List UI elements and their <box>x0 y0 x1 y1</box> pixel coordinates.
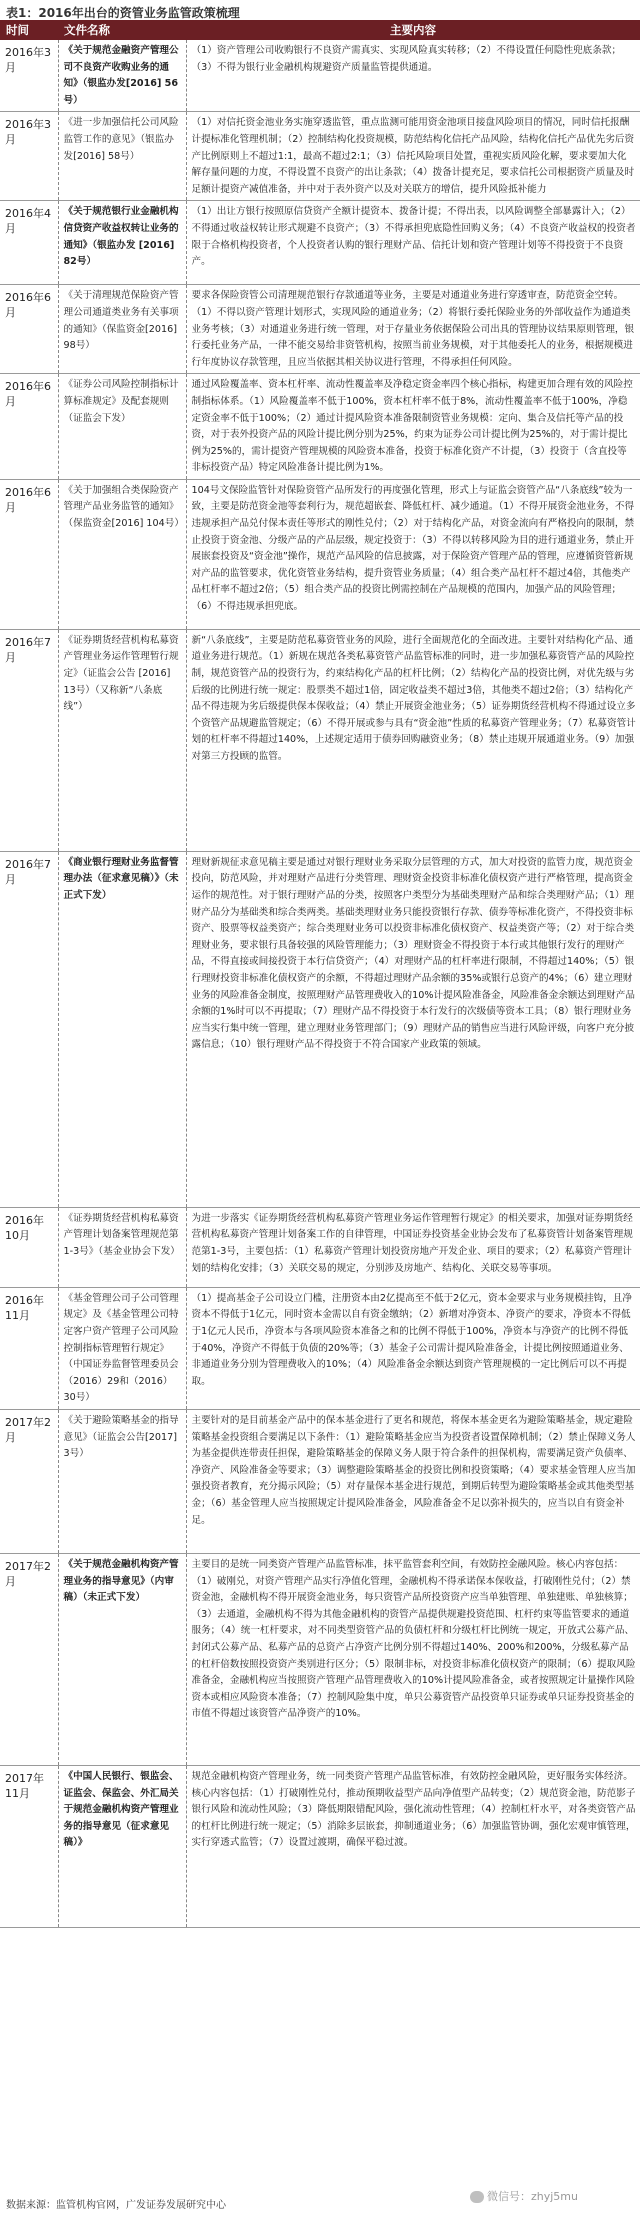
row-time: 2017年2月 <box>0 1554 58 1766</box>
row-content: （1）提高基金子公司设立门槛，注册资本由2亿提高至不低于2亿元，资本金要求与业务规模挂钩，且净资本不得低于1亿元，同时资本金需以自有资金缴纳；（2）新增对净资本、净资产的要求，净资本不得低于1亿元人民币，净资本与各项风险资本准备之和的比例不得低于100%，净资本与净资产的比例不得低于40%，净资产不得低于负债的20%等；（3）基金子公司需计提风险准备金，计提比例按照通道业务、非通道业务分别为管理费收入的10%；（4）风险准备金余额达到资产管理规模的一定比例后可以不再提取。 <box>186 1287 640 1409</box>
row-content: （1）资产管理公司收购银行不良资产需真实、实现风险真实转移；（2）不得设置任何隐性兜底条款；（3）不得为银行业金融机构规避资产质量监管提供通道。 <box>186 40 640 112</box>
table-row <box>0 40 640 112</box>
watermark <box>470 2188 578 2204</box>
header-time: 时间 <box>0 20 58 40</box>
document-title: 《证券期货经营机构私募资产管理计划备案管理规范第1-3号》（基金业协会下发） <box>63 1212 180 1258</box>
row-content: 主要针对的是目前基金产品中的保本基金进行了更名和规范，将保本基金更名为避险策略基金，规定避险策略基金投资组合要满足以下条件：（1）避险策略基金应当为投资者设置保障机制；（2）禁止保障义务人为基金提供连带责任担保，避险策略基金的保障义务人限于符合条件的担保机构，需要满足资产负债率、净资产、风险准备金等要求；（3）调整避险策略基金的投资比例和投资策略；（4）要求基金管理人应当加强投资者教育，充分揭示风险；（5）对存量保本基金进行规范，到期后转型为避险策略基金或其他类型基金；（6）基金管理人应当按照规定计提风险准备金，风险准备金不足以弥补损失的，应当以自有资金补足。 <box>186 1410 640 1554</box>
table-row <box>0 1287 640 1409</box>
document-title-bold: 《关于规范金融机构资产管理业务的指导意见》（内审稿）（未正式下发） <box>63 1559 179 1604</box>
table-row <box>0 112 640 201</box>
row-time: 2017年2月 <box>0 1410 58 1554</box>
document-title: 《证券期货经营机构私募资产管理业务运作管理暂行规定》（证监会公告 [2016] 13号）（又称新“八条底线”） <box>63 634 179 713</box>
row-content: 104号文保险监管针对保险资管产品所发行的再度强化管理，形式上与证监会资管产品“八条底线”较为一致，主要是防范资金池等套利行为，规范超嵌套、降低杠杆、减少通道。（1）不得开展资金池业务，不得违规承担产品兑付保本责任等形式的刚性兑付；（2）对于结构化产品，对资金流向有严格投向的限制，禁止投资于资金池、分级产品的产品层级，规定投资于：（3）不得以转移风险为目的进行通道业务，禁止开展嵌套投资及“资金池”操作，规范产品风险的信息披露，对于保险资产管理产品的管理，应遵循资管新规对产品的监管要求，优化资管业务结构，提升资管业务质量；（4）组合类产品杠杆不超过4倍，其他类产品杠杆率不超过2倍；（5）组合类产品的投资比例需控制在产品规模的范围内，加强产品的风险管理；（6）不得违规承担兜底。 <box>186 479 640 629</box>
table-header-row <box>0 20 640 40</box>
row-document <box>58 112 186 201</box>
header-doc: 文件名称 <box>58 20 186 40</box>
row-time: 2016年6月 <box>0 285 58 374</box>
row-content: 为进一步落实《证券期货经营机构私募资产管理业务运作管理暂行规定》的相关要求，加强对证券期货经营机构私募资产管理计划备案工作的自律管理，中国证券投资基金业协会发布了私募资管计划备案管理规范第1-3号，主要包括：（1）私募资产管理计划投资房地产开发企业、项目的要求；（2）私募资产管理计划的结构化安排；（3）关联交易的规定，分别涉及房地产、结构化、关联交易等事项。 <box>186 1207 640 1287</box>
source-note: 数据来源：监管机构官网，广发证券发展研究中心 <box>6 2200 226 2211</box>
row-content: 要求各保险资管公司清理规范银行存款通道等业务，主要是对通道业务进行穿透审查，防范资金空转。（1）不得以资产管理计划形式，实现风险的通道业务；（2）将银行委托保险业务的外部收益作为通道类业务考核；（3）对通道业务进行统一管理，对于存量业务依据保险公司出具的管理协议结果原则管理，银行委托业务产品，一律不能交易给非资管机构，按照当前业务规模，对于其他委托人的业务，根据规模进行年度协议存款管理，且应当依据其相关协议进行管理，不得承担任何风险。 <box>186 285 640 374</box>
row-document <box>58 201 186 285</box>
row-time: 2016年6月 <box>0 374 58 480</box>
header-content: 主要内容 <box>186 20 640 40</box>
row-time: 2016年4月 <box>0 201 58 285</box>
row-document <box>58 1766 186 1928</box>
row-document <box>58 40 186 112</box>
table-row <box>0 851 640 1207</box>
row-content: 新“八条底线”，主要是防范私募资管业务的风险，进行全面规范化的全面改进。主要针对结构化产品、通道业务进行规范。（1）新规在规范各类私募资管产品监管标准的同时，进一步加强私募资管产品的风险控制，规范资管产品的投资行为，约束结构化产品的杠杆比例；（2）结构化产品的投资比例，对优先级与劣后级的比例进行统一规定：股票类不超过1倍，固定收益类不超过3倍，其他类不超过2倍；（3）结构化产品不得违规为劣后级提供保本保收益；（4）禁止开展资金池业务；（5）证券期货经营机构不得通过设立多个资管产品规避监管规定；（6）不得开展或参与具有“资金池”性质的私募资产管理业务；（7）私募资管计划的杠杆率不得超过140%，上述规定适用于债券回购融资业务；（8）禁止违规开展通道业务。（9）加强对第三方投顾的监管。 <box>186 629 640 851</box>
row-content: 理财新规征求意见稿主要是通过对银行理财业务采取分层管理的方式，加大对投资的监管力度，规范资金投向，防范风险，并对理财产品进行分类管理、理财资金投资非标准化债权资产进行严格管理，提高资金运作的规范性。对于银行理财产品的分类，按照客户类型分为基础类理财产品和综合类理财产品；（1）理财产品分为基础类和综合类两类。基础类理财业务只能投资银行存款、债券等标准化资产，不得投资非标资产、股票等权益类资产；综合类理财业务可以投资非标准化债权资产、权益类资产等；（2）对于综合类理财业务，要求银行具备较强的风险管理能力；（3）理财资金不得投资于本行或其他银行发行的理财产品，不得直接或间接投资于本行信贷资产；（4）对理财产品的杠杆率进行限制，不得超过140%；（5）银行理财投资非标准化债权资产的余额，不得超过理财产品余额的35%或银行总资产的4%；（6）建立理财业务的风险准备金制度，按照理财产品管理费收入的10%计提风险准备金，风险准备金余额达到理财产品余额的1%时可以不再提取；（7）理财产品不得投资于本行发行的次级债等资本工具；（8）银行理财业务应当实行集中统一管理，建立理财业务管理部门；（9）理财产品的销售应当进行风险评级，向客户充分披露信息；（10）银行理财产品不得投资于不符合国家产业政策的领域。 <box>186 851 640 1207</box>
row-time: 2016年6月 <box>0 479 58 629</box>
row-time: 2017年11月 <box>0 1766 58 1928</box>
document-title-bold: 《关于规范金融资产管理公司不良资产收购业务的通知》（银监办发[2016] 56号） <box>63 45 179 106</box>
table-row <box>0 629 640 851</box>
row-document <box>58 1287 186 1409</box>
row-time: 2016年3月 <box>0 40 58 112</box>
table-row <box>0 1766 640 1928</box>
document-title: 《关于避险策略基金的指导意见》（证监会公告[2017] 3号） <box>63 1415 179 1460</box>
table-row <box>0 374 640 480</box>
row-time: 2016年7月 <box>0 629 58 851</box>
document-title-bold: 《商业银行理财业务监督管理办法（征求意见稿）》（未正式下发） <box>63 856 179 902</box>
row-time: 2016年3月 <box>0 112 58 201</box>
row-document <box>58 479 186 629</box>
row-time: 2016年11月 <box>0 1287 58 1409</box>
document-title: 《基金管理公司子公司管理规定》及《基金管理公司特定客户资产管理子公司风险控制指标管理暂行规定》（中国证券监督管理委员会（2016）29和（2016）30号） <box>63 1292 179 1404</box>
row-document <box>58 1410 186 1554</box>
row-document <box>58 285 186 374</box>
row-time: 2016年7月 <box>0 851 58 1207</box>
row-document <box>58 1554 186 1766</box>
document-title: 《进一步加强信托公司风险监管工作的意见》（银监办发[2016] 58号） <box>63 117 179 162</box>
table-caption: 表1：2016年出台的资管业务监管政策梳理 <box>6 6 240 20</box>
row-document <box>58 629 186 851</box>
row-content: （1）出让方银行按照原信贷资产全额计提资本、拨备计提；不得出表，以风险调整全部暴露计入；（2）不得通过收益权转让形式规避不良资产；（3）不得承担兜底隐性回购义务；（4）不良资产收益权的投资者限于合格机构投资者，个人投资者认购的银行理财产品、信托计划和资产管理计划等不得投资于不良资产。 <box>186 201 640 285</box>
document-title-bold: 《中国人民银行、银监会、证监会、保监会、外汇局关于规范金融机构资产管理业务的指导意见（征求意见稿）》 <box>63 1771 179 1849</box>
table-row <box>0 285 640 374</box>
table-row <box>0 479 640 629</box>
row-document <box>58 851 186 1207</box>
row-document <box>58 374 186 480</box>
table-row <box>0 1207 640 1287</box>
row-document <box>58 1207 186 1287</box>
document-title: 《证券公司风险控制指标计算标准规定》及配套规则（证监会下发） <box>63 379 179 424</box>
watermark-text: 微信号：zhyj5mu <box>487 2190 578 2203</box>
table-row <box>0 1410 640 1554</box>
document-title: 《关于加强组合类保险资产管理产品业务监管的通知》（保监资金[2016] 104号） <box>63 484 184 530</box>
row-content: 规范金融机构资产管理业务，统一同类资产管理产品监管标准，有效防控金融风险，更好服务实体经济。核心内容包括：（1）打破刚性兑付，推动预期收益型产品向净值型产品转变；（2）规范资金池，防范影子银行风险和流动性风险；（3）降低期限错配风险，强化流动性管理；（4）控制杠杆水平，对各类资管产品的杠杆比例进行统一规定；（5）消除多层嵌套，抑制通道业务；（6）加强监管协调，强化宏观审慎管理，实行穿透式监管；（7）设置过渡期，确保平稳过渡。 <box>186 1766 640 1928</box>
document-title-bold: 《关于规范银行业金融机构信贷资产收益权转让业务的通知》（银监办发 [2016] 82号） <box>63 206 179 268</box>
table-row <box>0 1554 640 1766</box>
row-time: 2016年10月 <box>0 1207 58 1287</box>
row-content: （1）对信托资金池业务实施穿透监管，重点监测可能用资金池项目接盘风险项目的情况，同时信托报酬计提标准化管理机制；（2）控制结构化投资规模，防范结构化信托产品风险，结构化信托产品优先劣后资产比例原则上不超过1:1，最高不超过2:1；（3）信托风险项目处置，重视实质风险化解，要求要加大化解存量问题的力度，不得设置不良资产的出让条款；（4）拨备计提充足，要求信托公司根据资产质量及时足额计提资产减值准备，并中对于表外资产以及对关联方的增信，提升风险抵补能力 <box>186 112 640 201</box>
row-content: 通过风险覆盖率、资本杠杆率、流动性覆盖率及净稳定资金率四个核心指标，构建更加合理有效的风险控制指标体系。（1）风险覆盖率不低于100%，资本杠杆率不低于8%，流动性覆盖率不低于100%，净稳定资金率不低于100%；（2）通过计提风险资本准备限制资管业务规模：定向、集合及信托等产品的投资，对于表外投资产品的风险计提比例分别为25%，约束为证券公司计提比例为25%的，对于需计提比例为25%的，需计提资产管理规模的风险资本准备，投资于标准化资产不计提，（3）投资于（含直投等非标投资产品）特定风险准备计提比例为1%。 <box>186 374 640 480</box>
row-content: 主要目的是统一同类资产管理产品监管标准，抹平监管套利空间，有效防控金融风险。核心内容包括：（1）破刚兑，对资产管理产品实行净值化管理，金融机构不得承诺保本保收益，打破刚性兑付；（2）禁资金池，金融机构不得开展资金池业务，每只资管产品所投资资产应当单独管理、单独建账、单独核算；（3）去通道，金融机构不得为其他金融机构的资管产品提供规避投资范围、杠杆约束等监管要求的通道服务；（4）统一杠杆要求，对不同类型资管产品的负债杠杆和分级杠杆比例统一规定，开放式公募产品、封闭式公募产品、私募产品的总资产占净资产比例分别不得超过140%、200%和200%，分级私募产品的杠杆倍数按照投资资产类别进行区分；（5）限制非标，对投资非标准化债权资产的限制；（6）提取风险准备金，金融机构应当按照资产管理产品管理费收入的10%计提风险准备金，或者按照规定计量操作风险资本或相应风险资本准备；（7）控制风险集中度，单只公募资管产品投资单只证券或单只证券投资基金的市值不得超过该资管产品净资产的10%。 <box>186 1554 640 1766</box>
table-row <box>0 201 640 285</box>
policy-table <box>0 20 640 1928</box>
document-title: 《关于清理规范保险资产管理公司通道类业务有关事项的通知》（保监资金[2016] 98号） <box>63 290 179 352</box>
wechat-icon <box>470 2191 484 2203</box>
